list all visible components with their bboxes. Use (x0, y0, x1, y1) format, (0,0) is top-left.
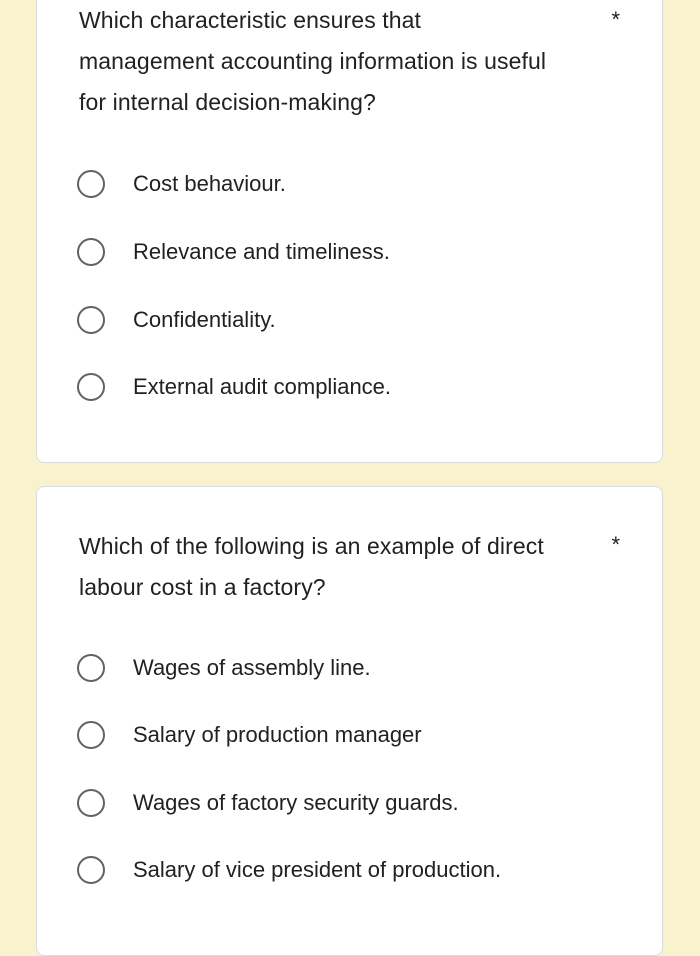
option-vice-president[interactable] (77, 850, 501, 890)
radio-button-icon[interactable] (77, 170, 105, 198)
option-security-guards[interactable] (77, 783, 459, 823)
option-label: Wages of assembly line. (133, 655, 371, 680)
question-title: Which characteristic ensures that management accounting information is useful for internal decision-making? (79, 7, 547, 115)
option-production-manager[interactable] (77, 715, 422, 755)
question-card-1 (36, 0, 663, 463)
radio-button-icon[interactable] (77, 238, 105, 266)
option-relevance-timeliness[interactable] (77, 232, 390, 272)
radio-button-icon[interactable] (77, 654, 105, 682)
option-label: External audit compliance. (133, 374, 392, 399)
radio-button-icon[interactable] (77, 789, 105, 817)
option-label: Relevance and timeliness. (133, 239, 390, 264)
option-external-audit[interactable] (77, 367, 391, 407)
option-assembly-wages[interactable] (77, 648, 371, 688)
question-title: Which of the following is an example of direct labour cost in a factory? (79, 533, 544, 600)
option-label: Salary of vice president of production. (133, 857, 502, 882)
radio-button-icon[interactable] (77, 373, 105, 401)
option-cost-behaviour[interactable] (77, 164, 286, 204)
option-label: Wages of factory security guards. (133, 790, 459, 815)
radio-button-icon[interactable] (77, 721, 105, 749)
option-label: Confidentiality. (133, 307, 276, 332)
required-asterisk: * (611, 7, 620, 32)
radio-button-icon[interactable] (77, 856, 105, 884)
option-label: Cost behaviour. (133, 171, 286, 196)
radio-button-icon[interactable] (77, 306, 105, 334)
option-confidentiality[interactable] (77, 300, 276, 340)
required-asterisk: * (611, 532, 620, 557)
question-card-2 (36, 486, 663, 956)
option-label: Salary of production manager (133, 722, 422, 747)
